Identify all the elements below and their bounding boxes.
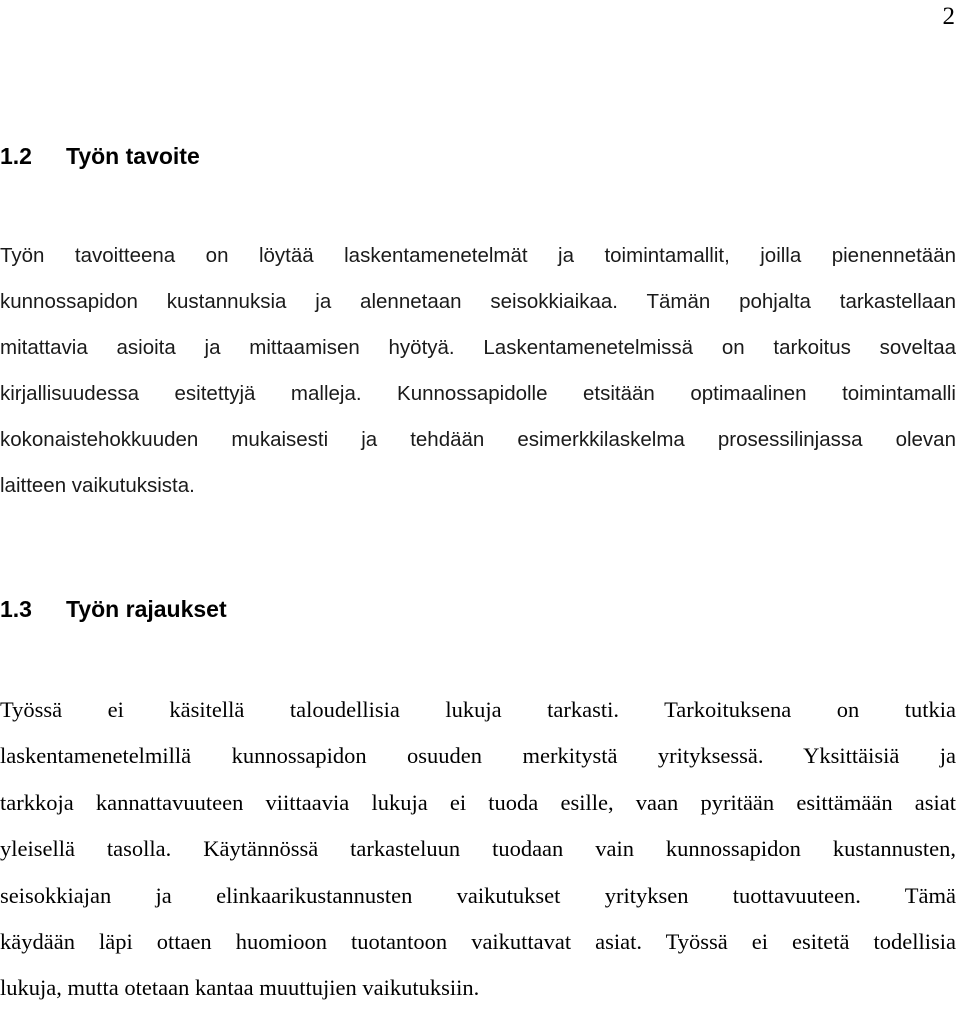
page-number: 2 (942, 3, 955, 30)
text-line: lukuja, mutta otetaan kantaa muuttujien vaikutuksiin. (0, 975, 480, 1001)
text-line: mitattavia asioita ja mittaamisen hyötyä. Laskentamenetelmissä on tarkoitus soveltaa (0, 336, 956, 359)
section-number: 1.3 (0, 596, 32, 622)
paragraph-limits (0, 687, 956, 1012)
section-number: 1.2 (0, 143, 32, 169)
text-line: seisokkiajan ja elinkaarikustannusten vaikutukset yrityksen tuottavuuteen. Tämä (0, 882, 956, 908)
text-line: käydään läpi ottaen huomioon tuotantoon vaikuttavat asiat. Työssä ei esitetä todellisia (0, 928, 956, 954)
text-line: Työn tavoitteena on löytää laskentamenetelmät ja toimintamallit, joilla pienennetään (0, 244, 956, 267)
text-line: yleisellä tasolla. Käytännössä tarkasteluun tuodaan vain kunnossapidon kustannusten, (0, 836, 956, 862)
section-heading-goal (0, 141, 200, 171)
paragraph-goal (0, 233, 956, 509)
text-line: laitteen vaikutuksista. (0, 474, 195, 497)
text-line: kirjallisuudessa esitettyjä malleja. Kunnossapidolle etsitään optimaalinen toimintamalli (0, 382, 956, 405)
text-line: laskentamenetelmillä kunnossapidon osuuden merkitystä yrityksessä. Yksittäisiä ja (0, 743, 956, 769)
text-line: Työssä ei käsitellä taloudellisia lukuja tarkasti. Tarkoituksena on tutkia (0, 697, 956, 722)
section-title: Työn tavoite (66, 143, 200, 169)
text-line: tarkkoja kannattavuuteen viittaavia lukuja ei tuoda esille, vaan pyritään esittämään asiat (0, 789, 956, 815)
text-line: kokonaistehokkuuden mukaisesti ja tehdään esimerkkilaskelma prosessilinjassa olevan (0, 428, 956, 451)
section-heading-limits (0, 594, 227, 624)
section-title: Työn rajaukset (66, 596, 227, 622)
text-line: kunnossapidon kustannuksia ja alennetaan seisokkiaikaa. Tämän pohjalta tarkastellaan (0, 290, 956, 313)
